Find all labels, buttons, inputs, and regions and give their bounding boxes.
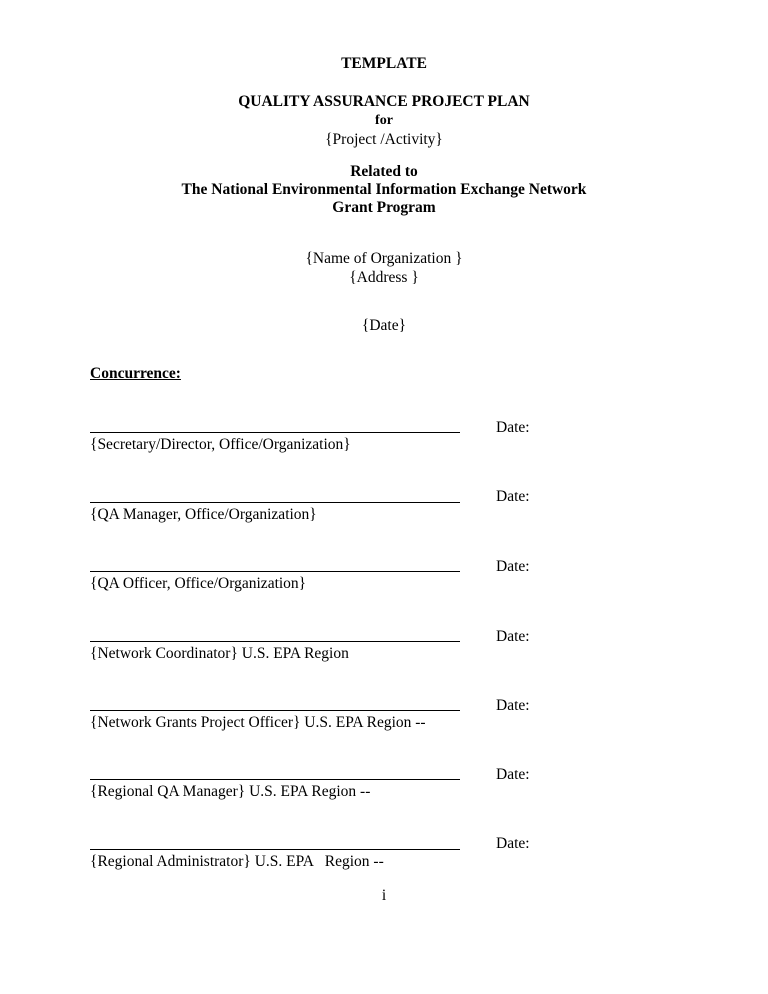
signature-role-4: {Network Coordinator} U.S. EPA Region <box>90 645 349 662</box>
signature-line-1[interactable] <box>90 432 460 433</box>
project-placeholder: {Project /Activity} <box>325 131 443 148</box>
signature-line-5[interactable] <box>90 710 460 711</box>
signature-line-3[interactable] <box>90 571 460 572</box>
signature-role-6: {Regional QA Manager} U.S. EPA Region -- <box>90 783 371 800</box>
grant-program: Grant Program <box>332 199 436 216</box>
signature-line-2[interactable] <box>90 502 460 503</box>
related-to: Related to <box>350 163 418 180</box>
date-label-3: Date: <box>496 558 530 575</box>
template-label: TEMPLATE <box>341 55 427 72</box>
signature-role-2: {QA Manager, Office/Organization} <box>90 506 317 523</box>
date-label-7: Date: <box>496 835 530 852</box>
network-name: The National Environmental Information Exchange Network <box>181 181 587 198</box>
org-name-placeholder: {Name of Organization } <box>305 250 463 267</box>
date-label-1: Date: <box>496 419 530 436</box>
date-label-2: Date: <box>496 488 530 505</box>
signature-line-7[interactable] <box>90 849 460 850</box>
concurrence-heading: Concurrence: <box>90 365 181 382</box>
date-label-5: Date: <box>496 697 530 714</box>
page-number: i <box>381 887 387 904</box>
signature-role-5: {Network Grants Project Officer} U.S. EPA Region -- <box>90 714 426 731</box>
signature-role-3: {QA Officer, Office/Organization} <box>90 575 307 592</box>
signature-role-7: {Regional Administrator} U.S. EPA Region -- <box>90 853 384 870</box>
signature-line-6[interactable] <box>90 779 460 780</box>
signature-line-4[interactable] <box>90 641 460 642</box>
signature-role-1: {Secretary/Director, Office/Organization} <box>90 436 351 453</box>
address-placeholder: {Address } <box>349 269 419 286</box>
date-label-4: Date: <box>496 628 530 645</box>
date-label-6: Date: <box>496 766 530 783</box>
date-placeholder: {Date} <box>361 317 407 334</box>
plan-title: QUALITY ASSURANCE PROJECT PLAN <box>238 93 530 110</box>
for-label: for <box>375 113 393 128</box>
